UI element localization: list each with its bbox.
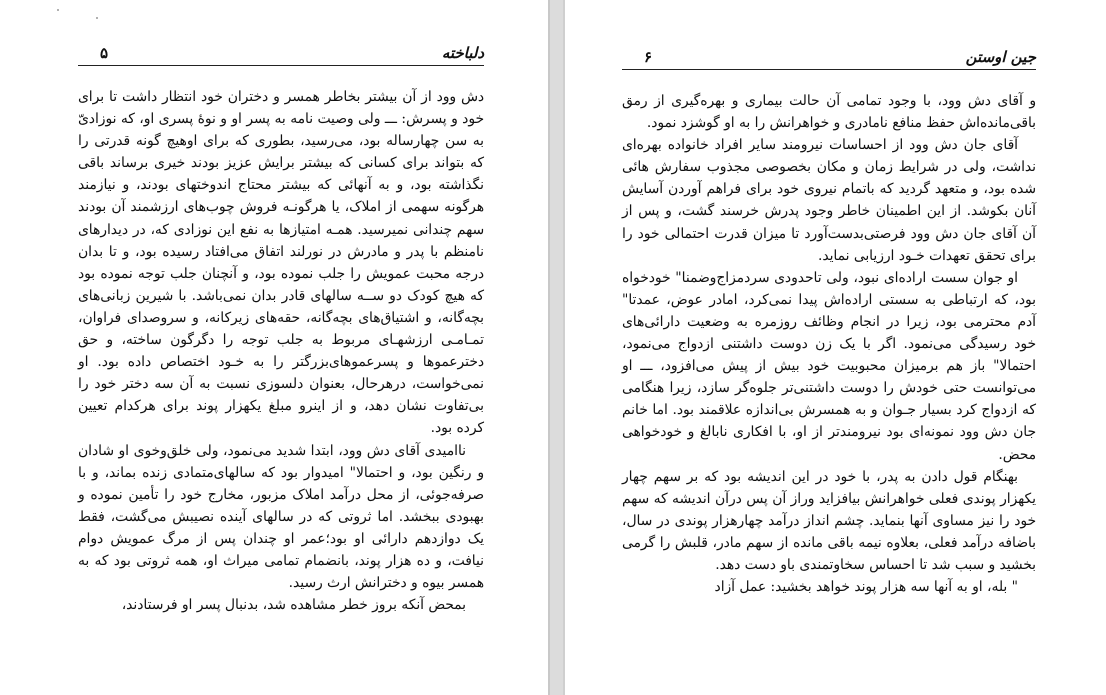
scan-speck	[96, 17, 98, 19]
paragraph: ناامیدی آقای دش وود، ابتدا شدید می‌نمود، ولی خلق‌وخوی او شادان و رنگین بود، و احتمالا" امیدوار بود که سالهای‌متمادی زنده بماند، و با صرفه‌جوئی، از محل درآمد املاک مزبور، مخارج خود را تأمین نموده و بهبودی ببخشد. اما ثروتی که در سالهای آینده نصیبش می‌گشت، فقط یک دوازدهم دارائی او بود؛عمر او چندان پس از مرگ عمویش دوام نیافت، و ده هزار پوند، بانضمام تمامی میراث او، همه ثروتی بود که به همسر بیوه و دخترانش ارث رسید.	[78, 442, 484, 592]
left-page	[0, 0, 548, 695]
scan-speck	[57, 9, 59, 11]
paragraph: بهنگام قول دادن به پدر، با خود در این اندیشه بود که بر سهم چهار یکهزار پوندی فعلی خواهرانش بیافزاید وراز آن پس درآن اندیشه که سهم خود را نیز مساوی آنها بنماید. چشم انداز درآمد چهارهزار پوندی در سال، باضافه درآمد فعلی، بعلاوه نیمه باقی مانده از سهم مادر، قلبش را گرمی بخشید و سبب شد تا احساس سخاوتمندی باو دست دهد.	[622, 468, 1036, 573]
book-gutter	[548, 0, 565, 695]
paragraph: او جوان سست اراده‌ای نبود، ولی تاحدودی سردمزاج‌وضمنا" خودخواه بود، که ارتباطی به سستی اراده‌اش پیدا نمی‌کرد، امادر عوض، عمدتا" آدم محترمی بود، زیرا در انجام وظائف روزمره به وضعیت دارائی‌های خود رسیدگی می‌نمود. اگر با یک زن دوست داشتنی ازدواج می‌نمود، احتمالا" باز هم برمیزان محبوبیت خود بیش از پیش می‌افزود، ـــ او می‌توانست حتی خودش را دوست داشتنی‌تر جلوه‌گر سازد، زیرا هنگامی که ازدواج کرد بسیار جـوان و به همسرش بی‌اندازه علاقمند بود. اما خانم جان دش وود نمونه‌ای بود نیرومندتر از او، با افکاری نابالغ و خودخواهی محض.	[622, 269, 1036, 463]
right-page	[565, 0, 1106, 695]
paragraph: " بله، او به آنها سه هزار پوند خواهد بخشید: عمل آزاد	[714, 579, 1018, 596]
paragraph: بمحض آنکه بروز خطر مشاهده شد، بدنبال پسر او فرستادند،	[121, 597, 466, 614]
right-running-head	[622, 44, 1036, 70]
page-number: ۵	[100, 44, 109, 62]
paragraph: و آقای دش وود، با وجود تمامی آن حالت بیماری و بهره‌گیری از رمق باقی‌مانده‌اش حفظ منافع نامادری و خواهرانش را به او گوشزد نمود.	[622, 93, 1036, 132]
running-title: جین اوستن	[965, 48, 1036, 66]
right-body-text	[622, 90, 1036, 598]
left-body-text	[78, 86, 484, 616]
paragraph: آقای جان دش وود از احساسات نیرومند سایر افراد خانواده بهره‌ای نداشت، ولی در شرایط زمان و مکان بخصوصی مجذوب سفارش هائی شده بود، و متعهد گردید که باتمام نیروی خود برای فراهم آوردن آسایش آنان بکوشد. از این اطمینان خاطر وجود پدرش خرسند گشت، و پس از آن آقای جان دش وود فرصتی‌بدست‌آورد تا میزان قدرت احتمالی خود را برای تحقق تعهدات خـود ارزیابی نماید.	[622, 137, 1036, 264]
paragraph: دش وود از آن بیشتر بخاطر همسر و دختران خود انتظار داشت تا برای خود و پسرش: ـــ ولی وصیت نامه به پسر او و نوه‌ٔ پسری او، که نوزادیّ به سن چهارساله بود، می‌رسید، بطوری که برای اوهیچ گونه قدرتی را که بتواند برای کسانی که بیشتر برایش عزیز بودند خیری برساند باقی نگذاشته بود، و به آنهائی که بیشتر محتاج اندوختهای بودند، و نیازمند هرگونه سهمی از املاک، یا هرگونـه فروش چوب‌های ارزشمند آن بودند سهم چندانی نمیرسید. همـه امتیازها به نفع این نوزادی که، در دیدارهای نامنظم با پدر و مادرش در نورلند اتفاق می‌افتاد رسیده بود، و تا بدان درجه محبت عمویش را جلب نموده بود، و آنچنان جلب توجه نموده بود که هیچ کودک دو ســه سالهای قادر بدان نمی‌باشد. با شیرین زبانی‌های بچه‌گانه، و اشتیاق‌های بچه‌گانه، حقه‌های زیرکانه، و سروصدای فراوان، تمـامـی ارزشهـای مربوط به جلب توجه را دگرگون ساخته، و حق دخترعموها و پسرعموهای‌بزرگتر را به خـود اختصاص داده بود. او نمی‌خواست، درهرحال، بعنوان دلسوزی نسبت به آن سه دختر خود را بی‌تفاوت نشان دهد، و از اینرو مبلغ یکهزار پوند برای هرکدام تعیین کرده بود.	[78, 89, 484, 437]
running-title: دلباخته	[441, 44, 484, 62]
left-running-head	[78, 40, 484, 66]
page-number: ۶	[644, 48, 653, 66]
